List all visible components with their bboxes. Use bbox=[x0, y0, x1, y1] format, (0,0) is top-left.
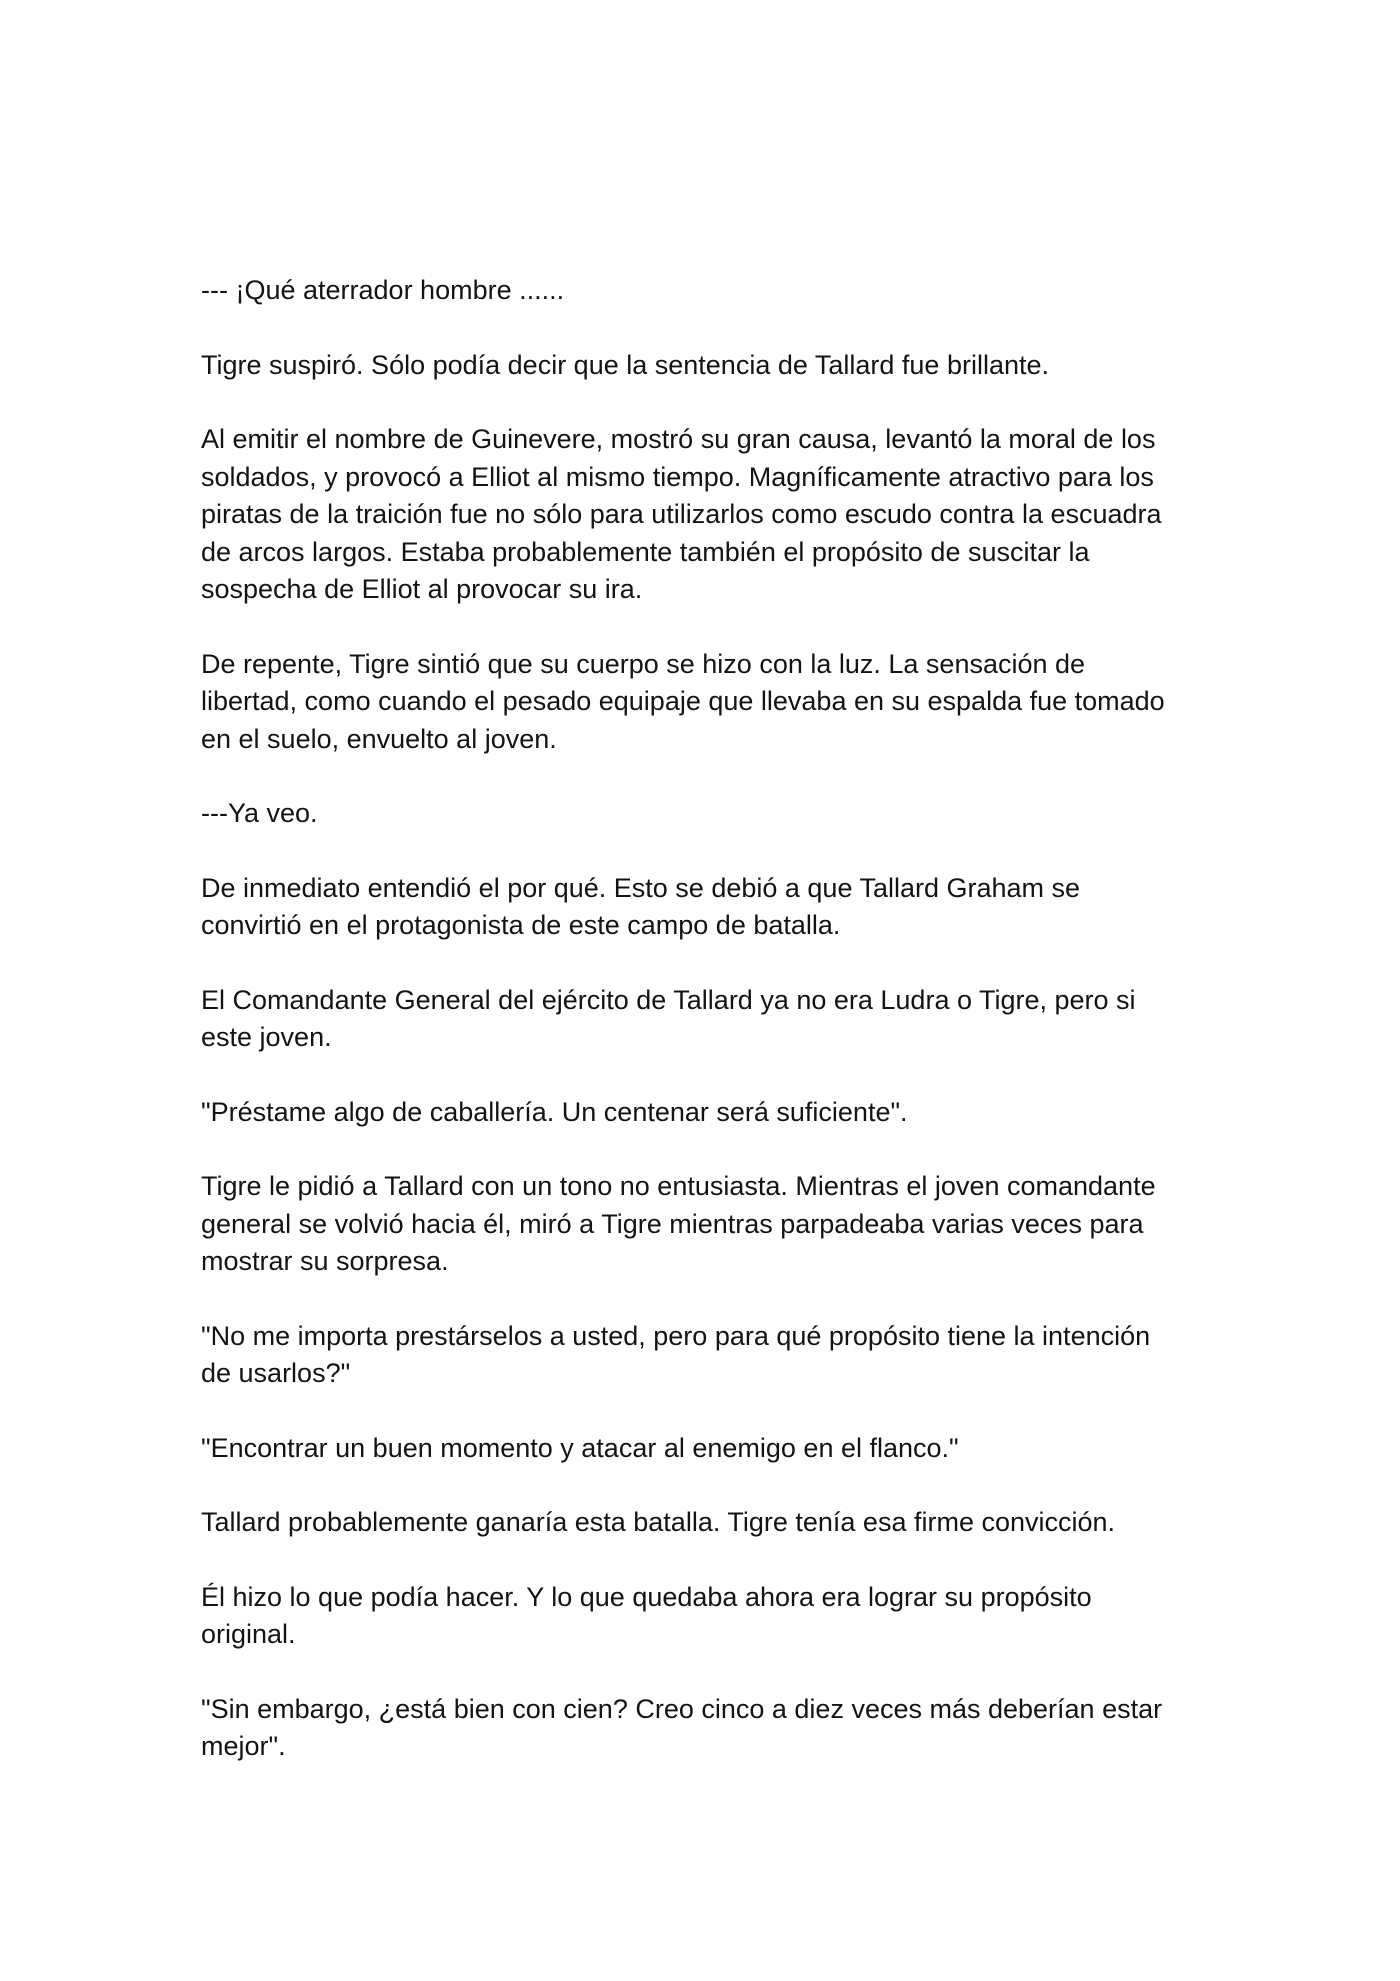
paragraph: De inmediato entendió el por qué. Esto se debió a que Tallard Graham se convirtió en el protagonista de este campo de batalla. bbox=[201, 872, 1081, 940]
paragraph: Tigre suspiró. Sólo podía decir que la sentencia de Tallard fue brillante. bbox=[201, 349, 1050, 380]
paragraph: El Comandante General del ejército de Tallard ya no era Ludra o Tigre, pero si este joven. bbox=[201, 984, 1136, 1052]
paragraph: Él hizo lo que podía hacer. Y lo que quedaba ahora era lograr su propósito original. bbox=[201, 1581, 1092, 1649]
paragraph: Al emitir el nombre de Guinevere, mostró su gran causa, levantó la moral de los soldados, y provocó a Elliot al mismo tiempo. Magníficamente atractivo para los piratas de la traición fue no sólo para utilizarlos como escudo contra la escuadra de arcos largos. Estaba probablemente también el propósito de suscitar la sospecha de Elliot al provocar su ira. bbox=[201, 424, 1162, 604]
paragraph: "Encontrar un buen momento y atacar al enemigo en el flanco." bbox=[201, 1432, 959, 1463]
paragraph: De repente, Tigre sintió que su cuerpo se hizo con la luz. La sensación de libertad, como cuando el pesado equipaje que llevaba en su espalda fue tomado en el suelo, envuelto al joven. bbox=[201, 648, 1165, 754]
paragraph: Tallard probablemente ganaría esta batalla. Tigre tenía esa firme convicción. bbox=[201, 1507, 1116, 1537]
paragraph: "Sin embargo, ¿está bien con cien? Creo cinco a diez veces más deberían estar mejor". bbox=[201, 1693, 1163, 1761]
paragraph: --- ¡Qué aterrador hombre ...... bbox=[201, 275, 565, 305]
paragraph: Tigre le pidió a Tallard con un tono no entusiasta. Mientras el joven comandante general se volvió hacia él, miró a Tigre mientras parpadeaba varias veces para mostrar su sorpresa. bbox=[201, 1171, 1156, 1276]
document-body bbox=[201, 272, 1211, 1803]
paragraph: ---Ya veo. bbox=[201, 798, 318, 828]
paragraph: "Préstame algo de caballería. Un centenar será suficiente". bbox=[201, 1096, 908, 1127]
paragraph: "No me importa prestárselos a usted, pero para qué propósito tiene la intención de usarlos?" bbox=[201, 1320, 1151, 1388]
